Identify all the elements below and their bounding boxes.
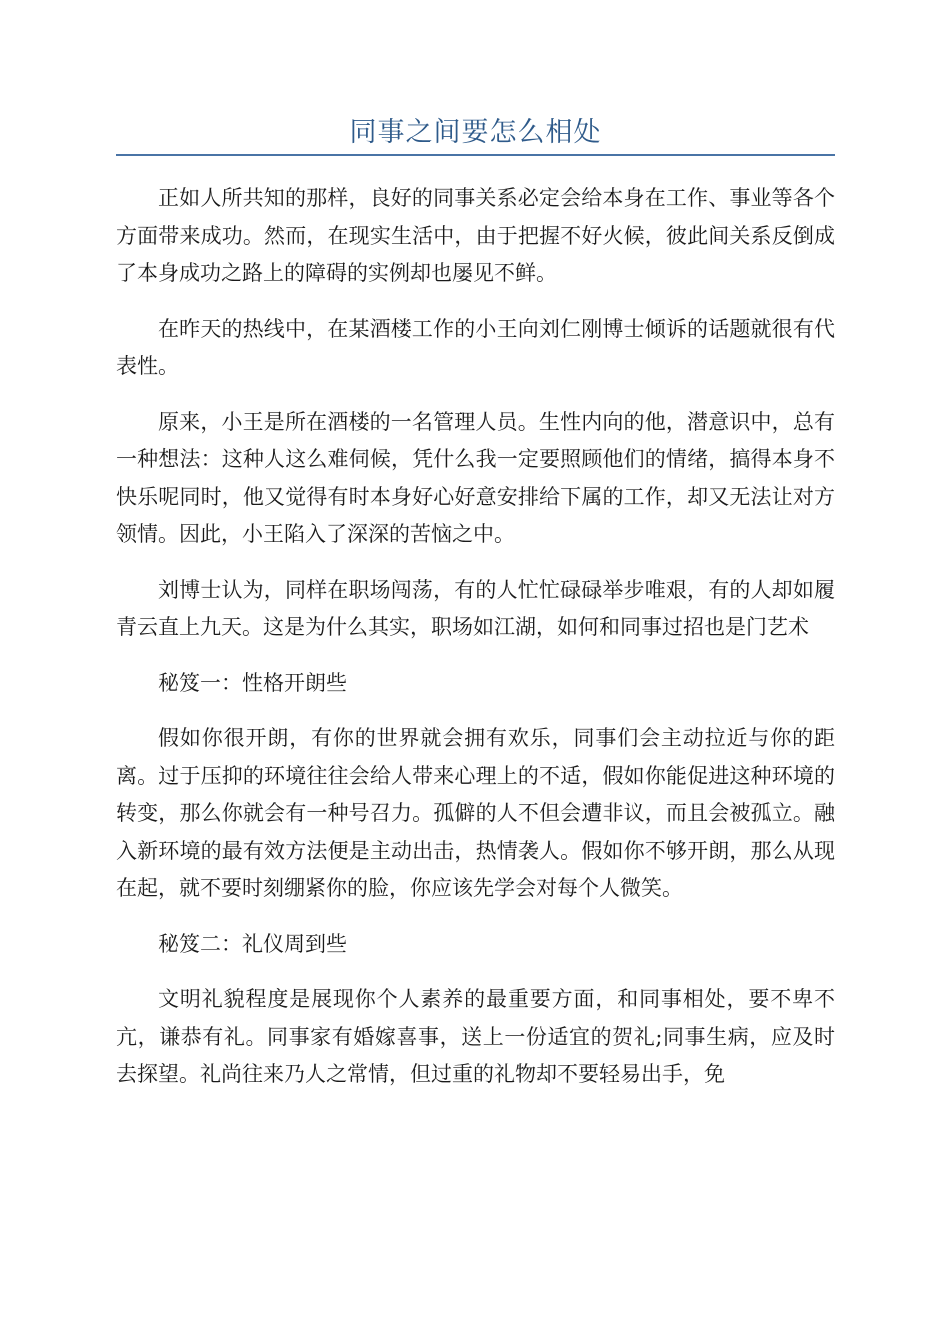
paragraph-tip-1: 假如你很开朗，有你的世界就会拥有欢乐，同事们会主动拉近与你的距离。过于压抑的环境往往会给人带来心理上的不适，假如你能促进这种环境的转变，那么你就会有一种号召力。孤僻的人不但会遭非议，而且会被孤立。融入新环境的最有效方法便是主动出击，热情袭人。假如你不够开朗，那么从现在起，就不要时刻绷紧你的脸，你应该先学会对每个人微笑。 (116, 726, 835, 900)
section-heading-tip-1: 秘笈一：性格开朗些 (158, 670, 347, 695)
paragraph-dr-liu: 刘博士认为，同样在职场闯荡，有的人忙忙碌碌举步唯艰，有的人却如履青云直上九天。这是为什么其实，职场如江湖，如何和同事过招也是门艺术 (116, 577, 835, 639)
document-page (116, 0, 835, 1094)
paragraph-intro: 正如人所共知的那样，良好的同事关系必定会给本身在工作、事业等各个方面带来成功。然而，在现实生活中，由于把握不好火候，彼此间关系反倒成了本身成功之路上的障碍的实例却也屡见不鲜。 (116, 186, 835, 285)
paragraph-tip-2: 文明礼貌程度是展现你个人素养的最重要方面，和同事相处，要不卑不亢，谦恭有礼。同事家有婚嫁喜事，送上一份适宜的贺礼;同事生病，应及时去探望。礼尚往来乃人之常情，但过重的礼物却不要轻易出手，免 (116, 987, 835, 1086)
paragraph-xiaowang: 原来，小王是所在酒楼的一名管理人员。生性内向的他，潜意识中，总有一种想法：这种人这么难伺候，凭什么我一定要照顾他们的情绪，搞得本身不快乐呢同时，他又觉得有时本身好心好意安排给下属的工作，却又无法让对方领情。因此，小王陷入了深深的苦恼之中。 (116, 409, 835, 546)
section-heading-tip-2: 秘笈二：礼仪周到些 (158, 931, 347, 956)
paragraph-hotline: 在昨天的热线中，在某酒楼工作的小王向刘仁刚博士倾诉的话题就很有代表性。 (116, 316, 835, 378)
document-title: 同事之间要怎么相处 (349, 117, 602, 148)
document-body (116, 180, 835, 1094)
title-underline (116, 154, 835, 156)
